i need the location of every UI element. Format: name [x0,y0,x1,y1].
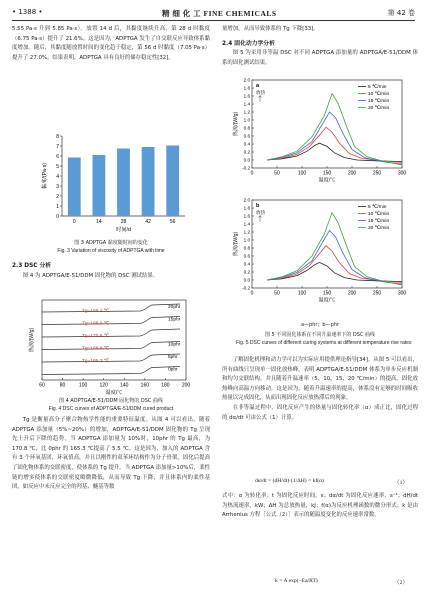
fig5-caption-en: Fig. 5 DSC curves of different curing systems at different temperature rise rates [236,339,412,346]
fig3-caption-cn: 图 3 ADPTGA 黏度随时间的变化 [74,240,148,246]
legend-label: 20 ℃/min [368,226,390,231]
y-tick-label: 7 [56,143,59,150]
bar [142,147,155,216]
curve-label: 15phr [168,317,181,323]
exotherm-label: 放热 [256,90,266,95]
x-tick-label: 0 [72,219,76,225]
dsc-curve [42,342,180,350]
paragraph: 在非等温过程中，固化反应产生的热量与固化转化率（α）成正比，固化过程的 dα/dt 可由公式（1）计算。 [222,404,418,421]
y-tick-label: 0 [56,213,59,220]
y-tick-label: 1.4 [243,221,250,227]
x-tick-label: 150 [322,290,332,297]
y-tick-label: 1.4 [243,101,250,107]
paragraph: Tg 是衡量高分子聚合物热学性能的重要特征温度。从图 4 可以看出，随着 ADPTGA 添加量（5%~20%）的增加，ADPTGA/E-51/DDM 固化物的 Tg 呈现先上升后下降的趋势。当 ADPTGA 添加量为 10%时，10phr 的 Tg 最高，为 170.8 ℃，比 0phr 的 165.3 ℃提高了 5.5 ℃。这是因为，加入的 ADPTGA 含有 3 个环氧基团，环氧值高，并且以刚性的双苯环结构作为分子骨架，固化后提高了固化物体系的交联密度，使体系的 Tg 提升。当 ADPTGA 添加量>10%后，柔性链的增多使体系的交联密度略微降低，从而导致 Tg 下降，并且体系内的柔性基团，如反应中未反应完全的羟基、醚基等数 [12,417,210,491]
fig5b-dsc-chart [232,196,412,306]
y-tick-label: 0.6 [243,133,250,139]
legend-label: 10 ℃/min [368,212,390,217]
y-axis-label: 黏度/(Pa·s) [42,163,48,189]
x-tick-label: 140 [120,382,129,389]
series-line [267,246,402,283]
fig4-caption [12,398,210,413]
x-tick-label: 100 [297,170,307,177]
page-header [12,5,415,21]
section-2-3-text [12,272,210,282]
x-tick-label: 50 [274,170,280,177]
legend-label: 10 ℃/min [368,92,390,97]
fig4-dsc-chart [28,296,198,396]
x-tick-label: 80 [59,382,66,389]
tg-label: Tg=166.9 ℃ [82,346,110,352]
x-tick-label: 180 [161,382,170,389]
x-tick-label: 160 [140,382,150,389]
fig3-caption-en: Fig. 3 Variation of viscosity of ADPTGA with time [57,247,165,254]
bar [117,149,130,217]
bar [93,155,106,216]
y-tick-label: 0.8 [243,125,250,131]
x-tick-label: 42 [145,219,151,225]
x-tick-label: 250 [372,170,382,177]
legend-label: 20 ℃/min [368,106,390,111]
y-tick-label: 2 [56,193,59,200]
x-tick-label: 100 [297,290,307,297]
y-tick-label: -0.2 [242,165,250,171]
y-tick-label: 1.2 [243,109,250,115]
x-tick-label: 100 [78,382,88,389]
dsc-curve [42,329,180,337]
y-tick-label: 2.0 [243,197,250,203]
dsc-curve [42,317,180,325]
legend-label: 5 ℃/min [368,85,387,90]
paragraph: 图 4 为 ADPTGA/E-51/DDM 固化物的 DSC 测试结果。 [22,273,159,279]
curve-label: 10phr [168,342,181,348]
y-tick-label: 0.4 [243,261,250,267]
x-tick-label: 50 [274,290,280,297]
fig4-caption-cn: 图 4 ADPTGA/E-51/DDM 固化物的 DSC 曲线 [59,398,163,404]
paragraph: 5.55 Pa·s 升到 5.85 Pa·s）。放置 14 d 后，其黏度继续升高，第 28 d 时黏度（6.75 Pa·s）提升了 21.6%。这是因为，ADPTGA 发生了自交联反应导致体系黏度增加。随后，其黏度随放置时间的变化趋于稳定，第 56 d 时黏度（7.05 Pa·s）提升了 27.0%。结果表明，ADPTGA 具有良好的储存稳定性[32]。 [12,26,210,61]
y-tick-label: 1.8 [243,85,250,91]
exotherm-label: 放热 [256,210,266,215]
series-line [267,112,402,164]
x-tick-label: 200 [181,382,191,389]
right-top-text [222,25,418,35]
y-tick-label: 1.0 [243,237,250,243]
left-top-text [12,25,210,63]
y-tick-label: 1.6 [243,93,250,99]
curve-label: 20phr [168,305,181,310]
y-tick-label: 6 [56,153,59,160]
y-tick-label: 1 [56,203,59,210]
volume-label: 第 42 卷 [387,9,415,17]
panel-label: a [256,83,260,89]
fig5-subcaption: a—phr；b—phr [300,322,340,328]
y-tick-label: 1.0 [243,117,250,123]
right-bottom-text [222,356,418,423]
series-line [267,143,402,161]
paragraph: 式中：α 为转化率；t 为固化反应时间，s；dα/dt 为固化反应速率，s⁻¹；dH/dt 为热流速率，kW；ΔH 为总放热量，kJ；f(α)为反应机理函数的微分形式；k 是由 Arrhenius 方程［公式（2）］表示的随温度变化的反应速率常数。 [222,493,418,519]
paragraph: 图 5 为采用非等温 DSC 对不同 ADPTGA 添加量的 ADPTGA/E-51/DDM 体系的固化测试结果。 [222,50,418,66]
x-tick-label: 200 [347,170,357,177]
x-tick-label: 14 [96,219,102,225]
section-2-4-text [222,49,418,68]
fig5a-dsc-chart [232,76,412,186]
equation-1: dα/dt = (dH/dt)·(1/ΔH) = kf(α) [255,478,324,484]
x-tick-label: 0 [250,290,254,297]
dsc-curve [42,354,180,362]
x-tick-label: 60 [39,382,45,389]
dsc-curve [42,367,180,375]
fig5-caption-cn: 图 5 不同固化体系在不同升温速率下的 DSC 曲线 [264,332,376,338]
x-axis-label: 温度/℃ [318,297,336,304]
y-tick-label: 0.4 [243,141,250,147]
y-axis-label: 热流/(W/g) [233,111,239,137]
x-tick-label: 150 [322,170,332,177]
legend-label: 15 ℃/min [368,99,390,104]
curve-label: 0phr [168,367,178,373]
y-tick-label: 2.0 [243,77,250,83]
fig3-caption [12,240,210,255]
page-number: • 1388 • [12,8,43,16]
y-tick-label: 1.6 [243,213,250,219]
series-line [267,94,402,165]
equation-1-number: （1） [394,480,408,486]
y-tick-label: 8 [56,133,59,140]
tg-label: Tg=165.3 ℃ [82,359,110,364]
tg-label: Tg=166.0 ℃ [82,321,110,327]
x-tick-label: 200 [347,290,357,297]
y-tick-label: 4 [56,173,59,180]
y-axis-label: 热流/(W/g) [233,231,239,257]
series-line [267,127,402,162]
panel-label: b [256,203,260,209]
section-2-3-title: 2.3 DSC 分析 [12,263,52,269]
bar [68,158,81,217]
y-tick-label: 0.0 [243,277,250,283]
y-axis-label: 热流/(W/g) [29,327,35,353]
fig4-caption-en: Fig. 4 DSC curves of ADPTGA/E-51/DDM cured product [48,405,174,412]
x-tick-label: 0 [250,170,254,177]
x-tick-label: 300 [397,170,407,177]
y-tick-label: 5 [56,163,59,170]
y-tick-label: 0.2 [243,269,250,275]
x-axis-label: 时间/d [116,227,131,233]
section-2-4-title: 2.4 固化动力学分析 [222,41,275,47]
equation-description [222,492,418,521]
y-tick-label: 0.6 [243,253,250,259]
y-tick-label: 0.8 [243,245,250,251]
series-line [267,262,402,281]
x-tick-label: 56 [169,219,176,225]
curve-label: 5phr [168,355,178,360]
dsc-curve [42,304,180,312]
x-tick-label: 300 [397,290,407,297]
x-tick-label: 28 [120,219,127,225]
tg-label: Tg=170.8 ℃ [82,334,110,339]
x-axis-label: 温度/℃ [318,177,336,184]
y-tick-label: 1.8 [243,205,250,211]
left-bottom-text [12,416,210,493]
x-tick-label: 250 [372,290,382,297]
header-rule [12,20,415,21]
paragraph: 量增加，从而导致体系的 Tg 下降[33]。 [222,26,319,32]
y-tick-label: 1.2 [243,229,250,235]
y-tick-label: 3 [56,183,59,190]
equation-2: k = A exp(−Ea/RT) [275,578,318,584]
journal-title: 精 细 化 工 FINE CHEMICALS [162,9,277,18]
fig5-caption [222,332,418,347]
fig3-bar-chart [40,130,190,238]
legend-label: 15 ℃/min [368,219,390,224]
tg-label: Tg=165.2 ℃ [82,309,110,314]
x-tick-label: 120 [99,382,108,389]
bar [166,146,179,217]
legend-label: 5 ℃/min [368,205,387,210]
paragraph: 了解固化机理和动力学可以为实际应用提供理论指导[34]。从图 5 可以看出，所有曲线只呈现单一固化放热峰，表明 ADPTGA/E-51/DDM 体系为单步反应机制和均匀交联结构。并且随着升温速率（5、10、15、20 ℃/min）的提高，固化放热峰向高温方向移动。这是因为，随着升温速率的提高，体系没有足够的时间吸收热量以完成固化，从而出现固化反应放热滞后的现象。 [222,357,418,402]
y-tick-label: 0.2 [243,149,250,155]
y-tick-label: -0.2 [242,285,250,291]
series-line [267,230,402,284]
x-axis-label: 温度/℃ [105,390,123,396]
y-tick-label: 0.0 [243,157,250,163]
equation-2-number: （2） [394,580,408,586]
